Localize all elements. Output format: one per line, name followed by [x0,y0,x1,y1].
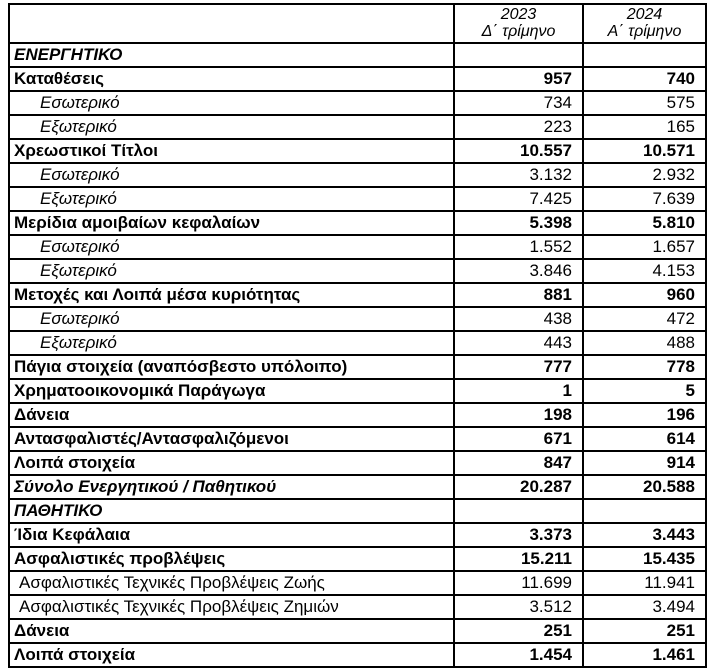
table-row [9,499,706,523]
row-label: Λοιπά στοιχεία [9,643,454,667]
value-2023-q4: 671 [454,427,583,451]
table-body [9,43,706,667]
header-empty-cell [9,4,454,43]
value-2024-q1: 7.639 [583,187,706,211]
table-row [9,283,706,307]
value-2024-q1 [583,43,706,67]
row-label: Εξωτερικό [9,115,454,139]
row-label: Εξωτερικό [9,259,454,283]
row-label: Χρεωστικοί Τίτλοι [9,139,454,163]
row-label: Εξωτερικό [9,331,454,355]
value-2023-q4: 198 [454,403,583,427]
row-label: Ασφαλιστικές προβλέψεις [9,547,454,571]
value-2023-q4 [454,499,583,523]
value-2023-q4: 438 [454,307,583,331]
value-2023-q4: 3.132 [454,163,583,187]
table-row [9,259,706,283]
table-row [9,187,706,211]
row-label: Μερίδια αμοιβαίων κεφαλαίων [9,211,454,235]
value-2024-q1: 4.153 [583,259,706,283]
row-label: ΠΑΘΗΤΙΚΟ [9,499,454,523]
table-row [9,211,706,235]
value-2023-q4: 3.846 [454,259,583,283]
value-2023-q4: 1 [454,379,583,403]
table-row [9,475,706,499]
header-row [9,4,706,43]
row-label: Ασφαλιστικές Τεχνικές Προβλέψεις Ζωής [9,571,454,595]
table-row [9,523,706,547]
balance-sheet-table [8,3,707,668]
value-2024-q1: 5.810 [583,211,706,235]
table-row [9,139,706,163]
row-label: Εσωτερικό [9,91,454,115]
header-year-2024: 2024 [626,6,663,23]
row-label: Δάνεια [9,403,454,427]
row-label: Ασφαλιστικές Τεχνικές Προβλέψεις Ζημιών [9,595,454,619]
value-2023-q4: 5.398 [454,211,583,235]
row-label: Εσωτερικό [9,163,454,187]
value-2023-q4 [454,43,583,67]
value-2023-q4: 11.699 [454,571,583,595]
table-row [9,43,706,67]
value-2023-q4: 251 [454,619,583,643]
row-label: Πάγια στοιχεία (αναπόσβεστο υπόλοιπο) [9,355,454,379]
table-row [9,619,706,643]
value-2024-q1: 11.941 [583,571,706,595]
row-label: Εσωτερικό [9,307,454,331]
value-2023-q4: 20.287 [454,475,583,499]
value-2023-q4: 957 [454,67,583,91]
row-label: Λοιπά στοιχεία [9,451,454,475]
value-2023-q4: 1.552 [454,235,583,259]
table-row [9,547,706,571]
table-row [9,451,706,475]
row-label: Χρηματοοικονομικά Παράγωγα [9,379,454,403]
value-2024-q1: 960 [583,283,706,307]
value-2024-q1: 1.461 [583,643,706,667]
header-year-2023: 2023 [500,6,537,23]
table-row [9,115,706,139]
value-2024-q1: 778 [583,355,706,379]
table-row [9,355,706,379]
header-period-2024: Α΄ τρίμηνο [607,23,682,40]
table-row [9,235,706,259]
value-2024-q1: 251 [583,619,706,643]
header-period-2023: Δ΄ τρίμηνο [481,23,556,40]
value-2024-q1: 740 [583,67,706,91]
value-2024-q1: 10.571 [583,139,706,163]
value-2023-q4: 881 [454,283,583,307]
row-label: Καταθέσεις [9,67,454,91]
value-2024-q1: 20.588 [583,475,706,499]
table-row [9,403,706,427]
value-2024-q1: 165 [583,115,706,139]
value-2023-q4: 847 [454,451,583,475]
value-2023-q4: 10.557 [454,139,583,163]
value-2024-q1: 472 [583,307,706,331]
row-label: Μετοχές και Λοιπά μέσα κυριότητας [9,283,454,307]
value-2023-q4: 3.373 [454,523,583,547]
table-row [9,427,706,451]
value-2024-q1: 5 [583,379,706,403]
table-row [9,331,706,355]
row-label: Σύνολο Ενεργητικού / Παθητικού [9,475,454,499]
value-2023-q4: 3.512 [454,595,583,619]
value-2024-q1: 15.435 [583,547,706,571]
value-2024-q1: 1.657 [583,235,706,259]
value-2024-q1: 614 [583,427,706,451]
row-label: Εσωτερικό [9,235,454,259]
table-row [9,91,706,115]
value-2023-q4: 1.454 [454,643,583,667]
balance-sheet [8,3,707,668]
table-row [9,571,706,595]
value-2024-q1: 196 [583,403,706,427]
value-2024-q1: 488 [583,331,706,355]
value-2024-q1 [583,499,706,523]
value-2024-q1: 914 [583,451,706,475]
row-label: Αντασφαλιστές/Αντασφαλιζόμενοι [9,427,454,451]
table-row [9,307,706,331]
value-2023-q4: 15.211 [454,547,583,571]
value-2023-q4: 443 [454,331,583,355]
value-2024-q1: 3.494 [583,595,706,619]
value-2024-q1: 575 [583,91,706,115]
value-2023-q4: 777 [454,355,583,379]
row-label: Ίδια Κεφάλαια [9,523,454,547]
row-label: ΕΝΕΡΓΗΤΙΚΟ [9,43,454,67]
row-label: Δάνεια [9,619,454,643]
value-2023-q4: 7.425 [454,187,583,211]
value-2024-q1: 2.932 [583,163,706,187]
row-label: Εξωτερικό [9,187,454,211]
table-row [9,643,706,667]
value-2024-q1: 3.443 [583,523,706,547]
header-col-2024 [583,4,706,43]
header-col-2023 [454,4,583,43]
value-2023-q4: 734 [454,91,583,115]
table-row [9,67,706,91]
value-2023-q4: 223 [454,115,583,139]
table-row [9,379,706,403]
table-row [9,595,706,619]
table-row [9,163,706,187]
